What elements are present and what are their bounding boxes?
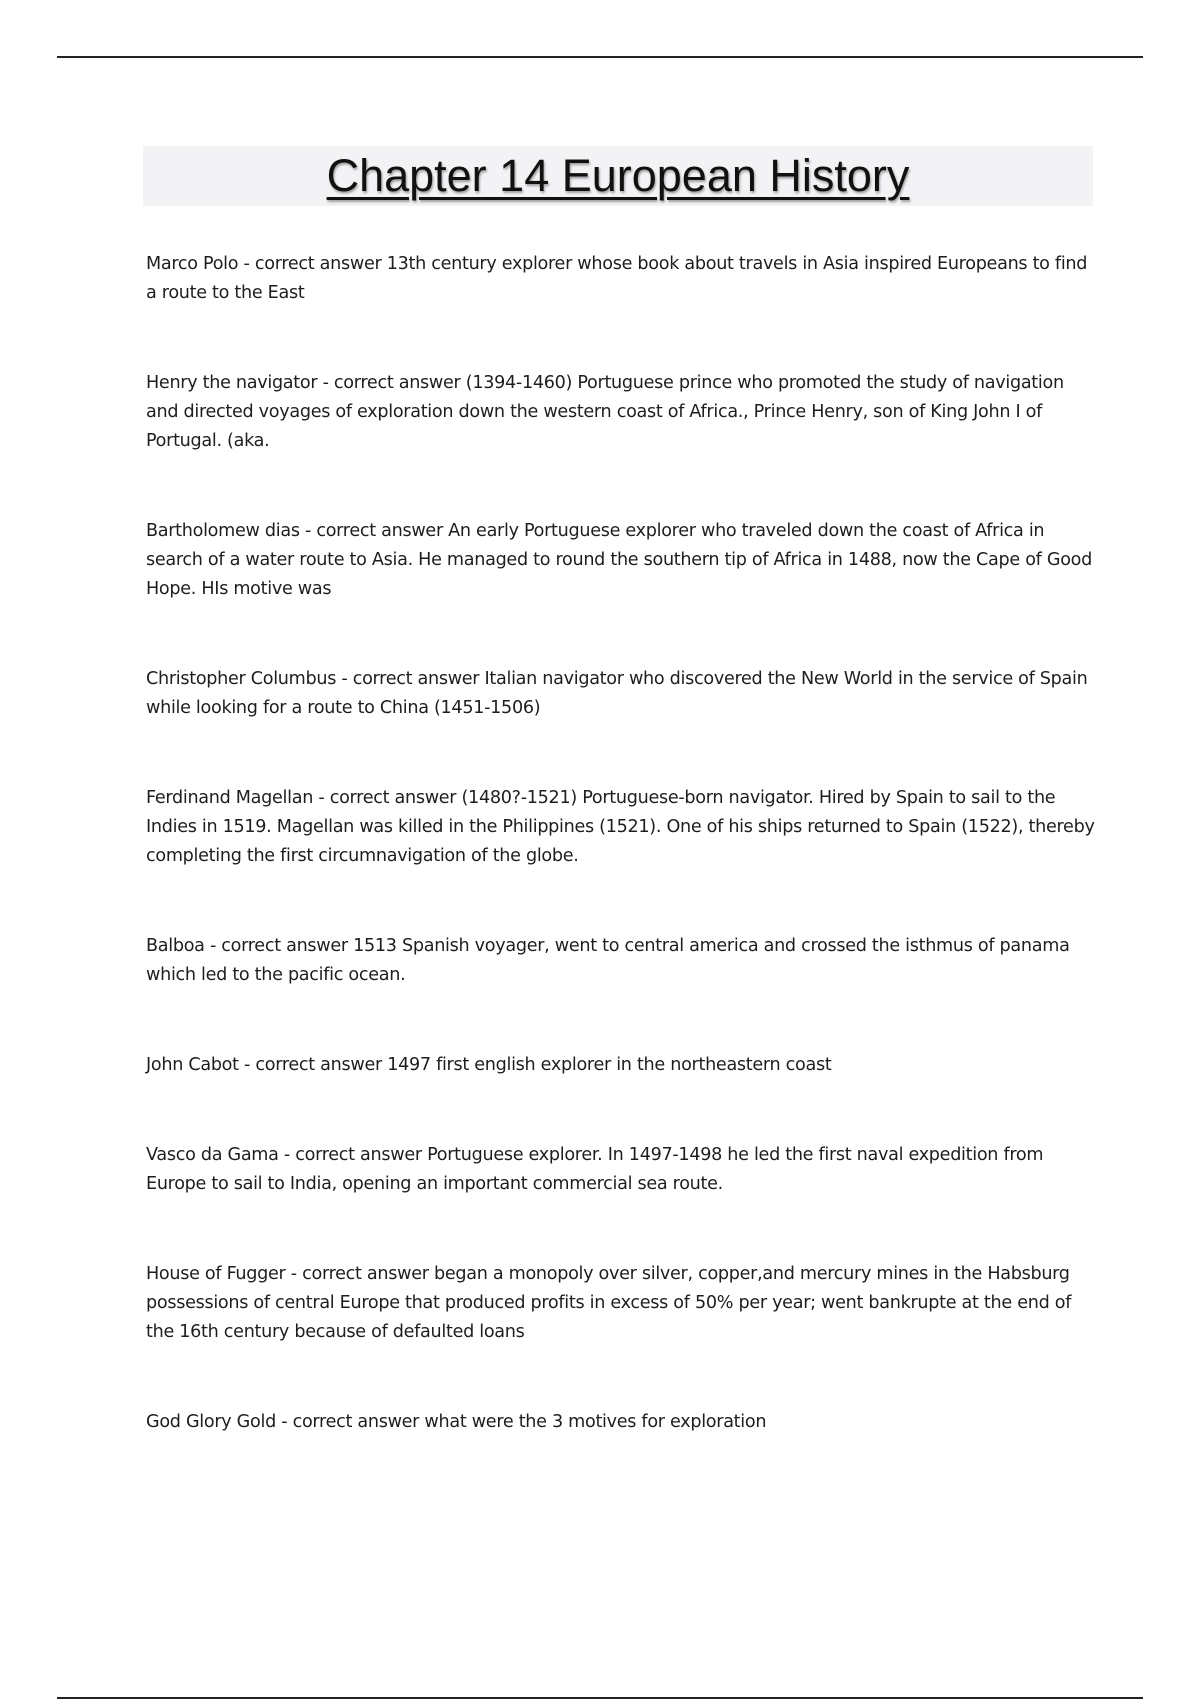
flashcard-entry-marco-polo: Marco Polo - correct answer 13th century explorer whose book about travels in Asia inspired Europeans to find a route to the East [146, 254, 1088, 303]
flashcard-entry-god-glory-gold: God Glory Gold - correct answer what were the 3 motives for exploration [146, 1412, 767, 1432]
flashcard-entry-ferdinand-magellan: Ferdinand Magellan - correct answer (1480?-1521) Portuguese-born navigator. Hired by Spain to sail to the Indies in 1519. Magellan was killed in the Philippines (1521). One of his ships returned to Spain (1522), thereby completing the first circumnavigation of the globe. [146, 788, 1095, 866]
top-rule [57, 56, 1143, 58]
flashcard-entry-balboa: Balboa - correct answer 1513 Spanish voyager, went to central america and crossed the isthmus of panama which led to the pacific ocean. [146, 936, 1070, 985]
flashcard-list [146, 250, 1096, 1498]
flashcard-entry-henry-the-navigator: Henry the navigator - correct answer (1394-1460) Portuguese prince who promoted the study of navigation and directed voyages of exploration down the western coast of Africa., Prince Henry, son of King John I of Portugal. (aka. [146, 373, 1064, 451]
flashcard-entry-vasco-da-gama: Vasco da Gama - correct answer Portuguese explorer. In 1497-1498 he led the first naval expedition from Europe to sail to India, opening an important commercial sea route. [146, 1145, 1044, 1194]
flashcard-entry-christopher-columbus: Christopher Columbus - correct answer Italian navigator who discovered the New World in the service of Spain while looking for a route to China (1451-1506) [146, 669, 1088, 718]
flashcard-entry-house-of-fugger: House of Fugger - correct answer began a monopoly over silver, copper,and mercury mines in the Habsburg possessions of central Europe that produced profits in excess of 50% per year; went bankrupte at the end of the 16th century because of defaulted loans [146, 1264, 1072, 1342]
page-title: Chapter 14 European History [326, 150, 910, 201]
title-band [143, 146, 1093, 206]
flashcard-entry-john-cabot: John Cabot - correct answer 1497 first english explorer in the northeastern coast [146, 1055, 832, 1075]
flashcard-entry-bartholomew-dias: Bartholomew dias - correct answer An early Portuguese explorer who traveled down the coast of Africa in search of a water route to Asia. He managed to round the southern tip of Africa in 1488, now the Cape of Good Hope. HIs motive was [146, 521, 1092, 599]
bottom-rule [57, 1697, 1143, 1699]
